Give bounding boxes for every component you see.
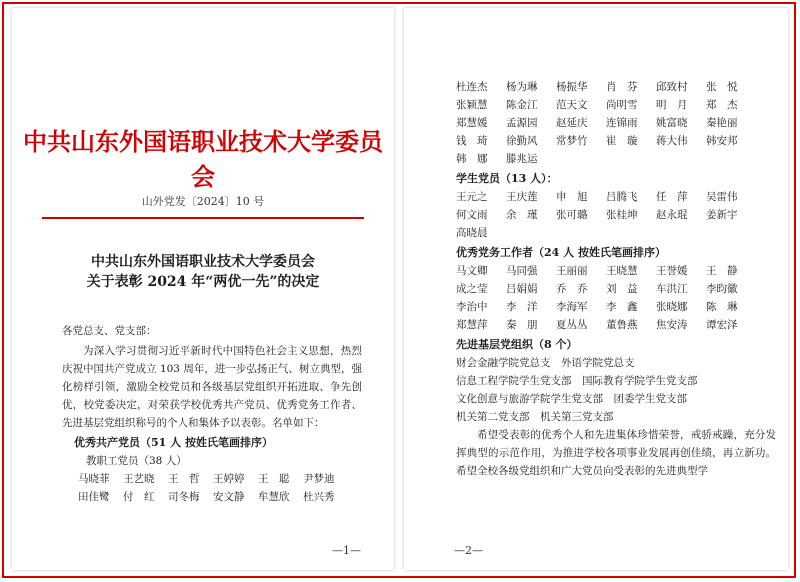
document-page-1 [12, 8, 394, 570]
staff-name: 杨为琳 [506, 81, 538, 93]
student-name: 张桂坤 [606, 209, 638, 221]
staff-name: 王艺晓 [123, 473, 155, 485]
staff-name: 郑慧媛 [456, 117, 488, 129]
decision-title-line-2: 关于表彰 2024 年“两优一先”的决定 [86, 274, 320, 290]
staff-name: 肖 芬 [606, 81, 638, 93]
page-1-body [62, 322, 362, 506]
staff-name: 孟源园 [506, 117, 538, 129]
staff-name: 姚富晓 [656, 117, 688, 129]
advanced-org-line: 财会金融学院党总支 外语学院党总支 [456, 357, 635, 369]
party-worker-name: 马文卿 [456, 265, 488, 277]
student-name: 王庆莲 [506, 191, 538, 203]
staff-name: 王 哲 [168, 473, 200, 485]
section-excellent-members: 优秀共产党员（51 人 按姓氏笔画排序） [74, 436, 273, 449]
party-worker-name: 马同强 [506, 265, 538, 277]
staff-name: 尚明雪 [606, 99, 638, 111]
student-name: 张可璐 [556, 209, 588, 221]
party-worker-name: 郑慧萍 [456, 319, 488, 331]
section-advanced-orgs: 先进基层党组织（8 个） [456, 338, 578, 351]
staff-name: 马晓菲 [78, 473, 110, 485]
body-paragraph: 为深入学习贯彻习近平新时代中国特色社会主义思想，热烈庆祝中国共产党成立 103 周年，进一步弘扬正气、树立典型，强化榜样引领，激励全校党员和各级基层党组织开拓进取、争先创优，校党委决定，对荣获学校优秀共产党员、优秀党务工作者、先进基层党组织称号的个人和集体予以表彰。名单如下： [62, 345, 362, 429]
student-name: 吴雷伟 [706, 191, 738, 203]
party-worker-name: 谭宏泽 [706, 319, 738, 331]
party-worker-name: 车洪江 [656, 283, 688, 295]
party-worker-name: 李 鑫 [606, 301, 638, 313]
staff-name: 韩 娜 [456, 153, 488, 165]
sub-heading-staff: 教职工党员（38 人） [86, 455, 187, 467]
document-page-2 [404, 8, 788, 570]
staff-name: 王婷婷 [213, 473, 245, 485]
party-worker-name: 焦安涛 [656, 319, 688, 331]
advanced-org-line: 信息工程学院学生党支部 国际教育学院学生党支部 [456, 375, 698, 387]
red-separator-line [42, 217, 364, 219]
party-worker-name: 王誉媛 [656, 265, 688, 277]
staff-name: 张颖慧 [456, 99, 488, 111]
student-name: 王元之 [456, 191, 488, 203]
advanced-org-line: 机关第二党支部 机关第三党支部 [456, 411, 614, 423]
staff-name: 安文静 [213, 491, 245, 503]
page-number: —2— [454, 544, 483, 557]
staff-names-list [78, 470, 362, 506]
staff-name: 田佳鹭 [78, 491, 110, 503]
staff-name: 赵延庆 [556, 117, 588, 129]
student-name: 申 旭 [556, 191, 588, 203]
advanced-org-line: 文化创意与旅游学院学生党支部 团委学生党支部 [456, 393, 687, 405]
staff-name: 范天文 [556, 99, 588, 111]
party-worker-name: 成之莹 [456, 283, 488, 295]
staff-name: 王 聪 [258, 473, 290, 485]
party-worker-name: 刘 益 [606, 283, 638, 295]
closing-paragraph: 希望受表彰的优秀个人和先进集体珍惜荣誉，戒骄戒躁，充分发挥典型的示范作用，为推进学校各项事业发展再创佳绩，再立新功。希望全校各级党组织和广大党员向受表彰的先进典型学 [456, 429, 776, 477]
party-worker-name: 夏丛丛 [556, 319, 588, 331]
student-name: 姜新宇 [706, 209, 738, 221]
staff-name: 杜连杰 [456, 81, 488, 93]
party-worker-name: 李海军 [556, 301, 588, 313]
party-worker-name: 陈 琳 [706, 301, 738, 313]
decision-title [12, 252, 394, 292]
staff-name: 牟慧欣 [258, 491, 290, 503]
staff-name: 杜兴秀 [303, 491, 335, 503]
staff-name: 钱 琦 [456, 135, 488, 147]
staff-name: 连锦雨 [606, 117, 638, 129]
party-worker-name: 王 静 [706, 265, 738, 277]
student-name: 任 萍 [656, 191, 688, 203]
student-name: 赵永琨 [656, 209, 688, 221]
student-name: 余 瑾 [506, 209, 538, 221]
party-worker-name: 王丽丽 [556, 265, 588, 277]
party-worker-name: 李昀徽 [706, 283, 738, 295]
student-name: 何文雨 [456, 209, 488, 221]
staff-name: 常梦竹 [556, 135, 588, 147]
staff-name: 司冬梅 [168, 491, 200, 503]
student-names-list [456, 188, 776, 242]
staff-name: 秦艳丽 [706, 117, 738, 129]
staff-names-list-continued [456, 78, 776, 168]
party-worker-name: 秦 朋 [506, 319, 538, 331]
party-worker-name: 吕娟娟 [506, 283, 538, 295]
page-number: —1— [332, 544, 361, 557]
staff-name: 付 红 [123, 491, 155, 503]
staff-name: 杨振华 [556, 81, 588, 93]
party-worker-name: 王晓慧 [606, 265, 638, 277]
party-worker-name: 李 洋 [506, 301, 538, 313]
party-worker-name: 张晓娜 [656, 301, 688, 313]
section-party-workers: 优秀党务工作者（24 人 按姓氏笔画排序） [456, 246, 666, 259]
staff-name: 郑 杰 [706, 99, 738, 111]
staff-name: 徐勤风 [506, 135, 538, 147]
party-worker-name: 李治中 [456, 301, 488, 313]
staff-name: 滕兆运 [506, 153, 538, 165]
document-number: 山外党发〔2024〕10 号 [141, 195, 265, 208]
staff-name: 韩安邦 [706, 135, 738, 147]
advanced-orgs-list [456, 354, 776, 426]
decision-title-line-1: 中共山东外国语职业技术大学委员会 [91, 254, 315, 270]
student-name: 高晓晨 [456, 227, 488, 239]
student-name: 吕腾飞 [606, 191, 638, 203]
page-2-body [456, 78, 776, 480]
staff-name: 陈金江 [506, 99, 538, 111]
staff-name: 邱致村 [656, 81, 688, 93]
staff-name: 张 悦 [706, 81, 738, 93]
party-worker-names-list [456, 262, 776, 334]
staff-name: 明 月 [656, 99, 688, 111]
staff-name: 蒋大伟 [656, 135, 688, 147]
party-worker-name: 董鲁燕 [606, 319, 638, 331]
salutation: 各党总支、党支部： [62, 325, 157, 337]
staff-name: 尹梦迪 [303, 473, 335, 485]
sub-heading-students: 学生党员（13 人）： [456, 172, 558, 185]
red-header-title: 中共山东外国语职业技术大学委员会 [23, 127, 383, 191]
party-worker-name: 乔 乔 [556, 283, 588, 295]
staff-name: 崔 璇 [606, 135, 638, 147]
